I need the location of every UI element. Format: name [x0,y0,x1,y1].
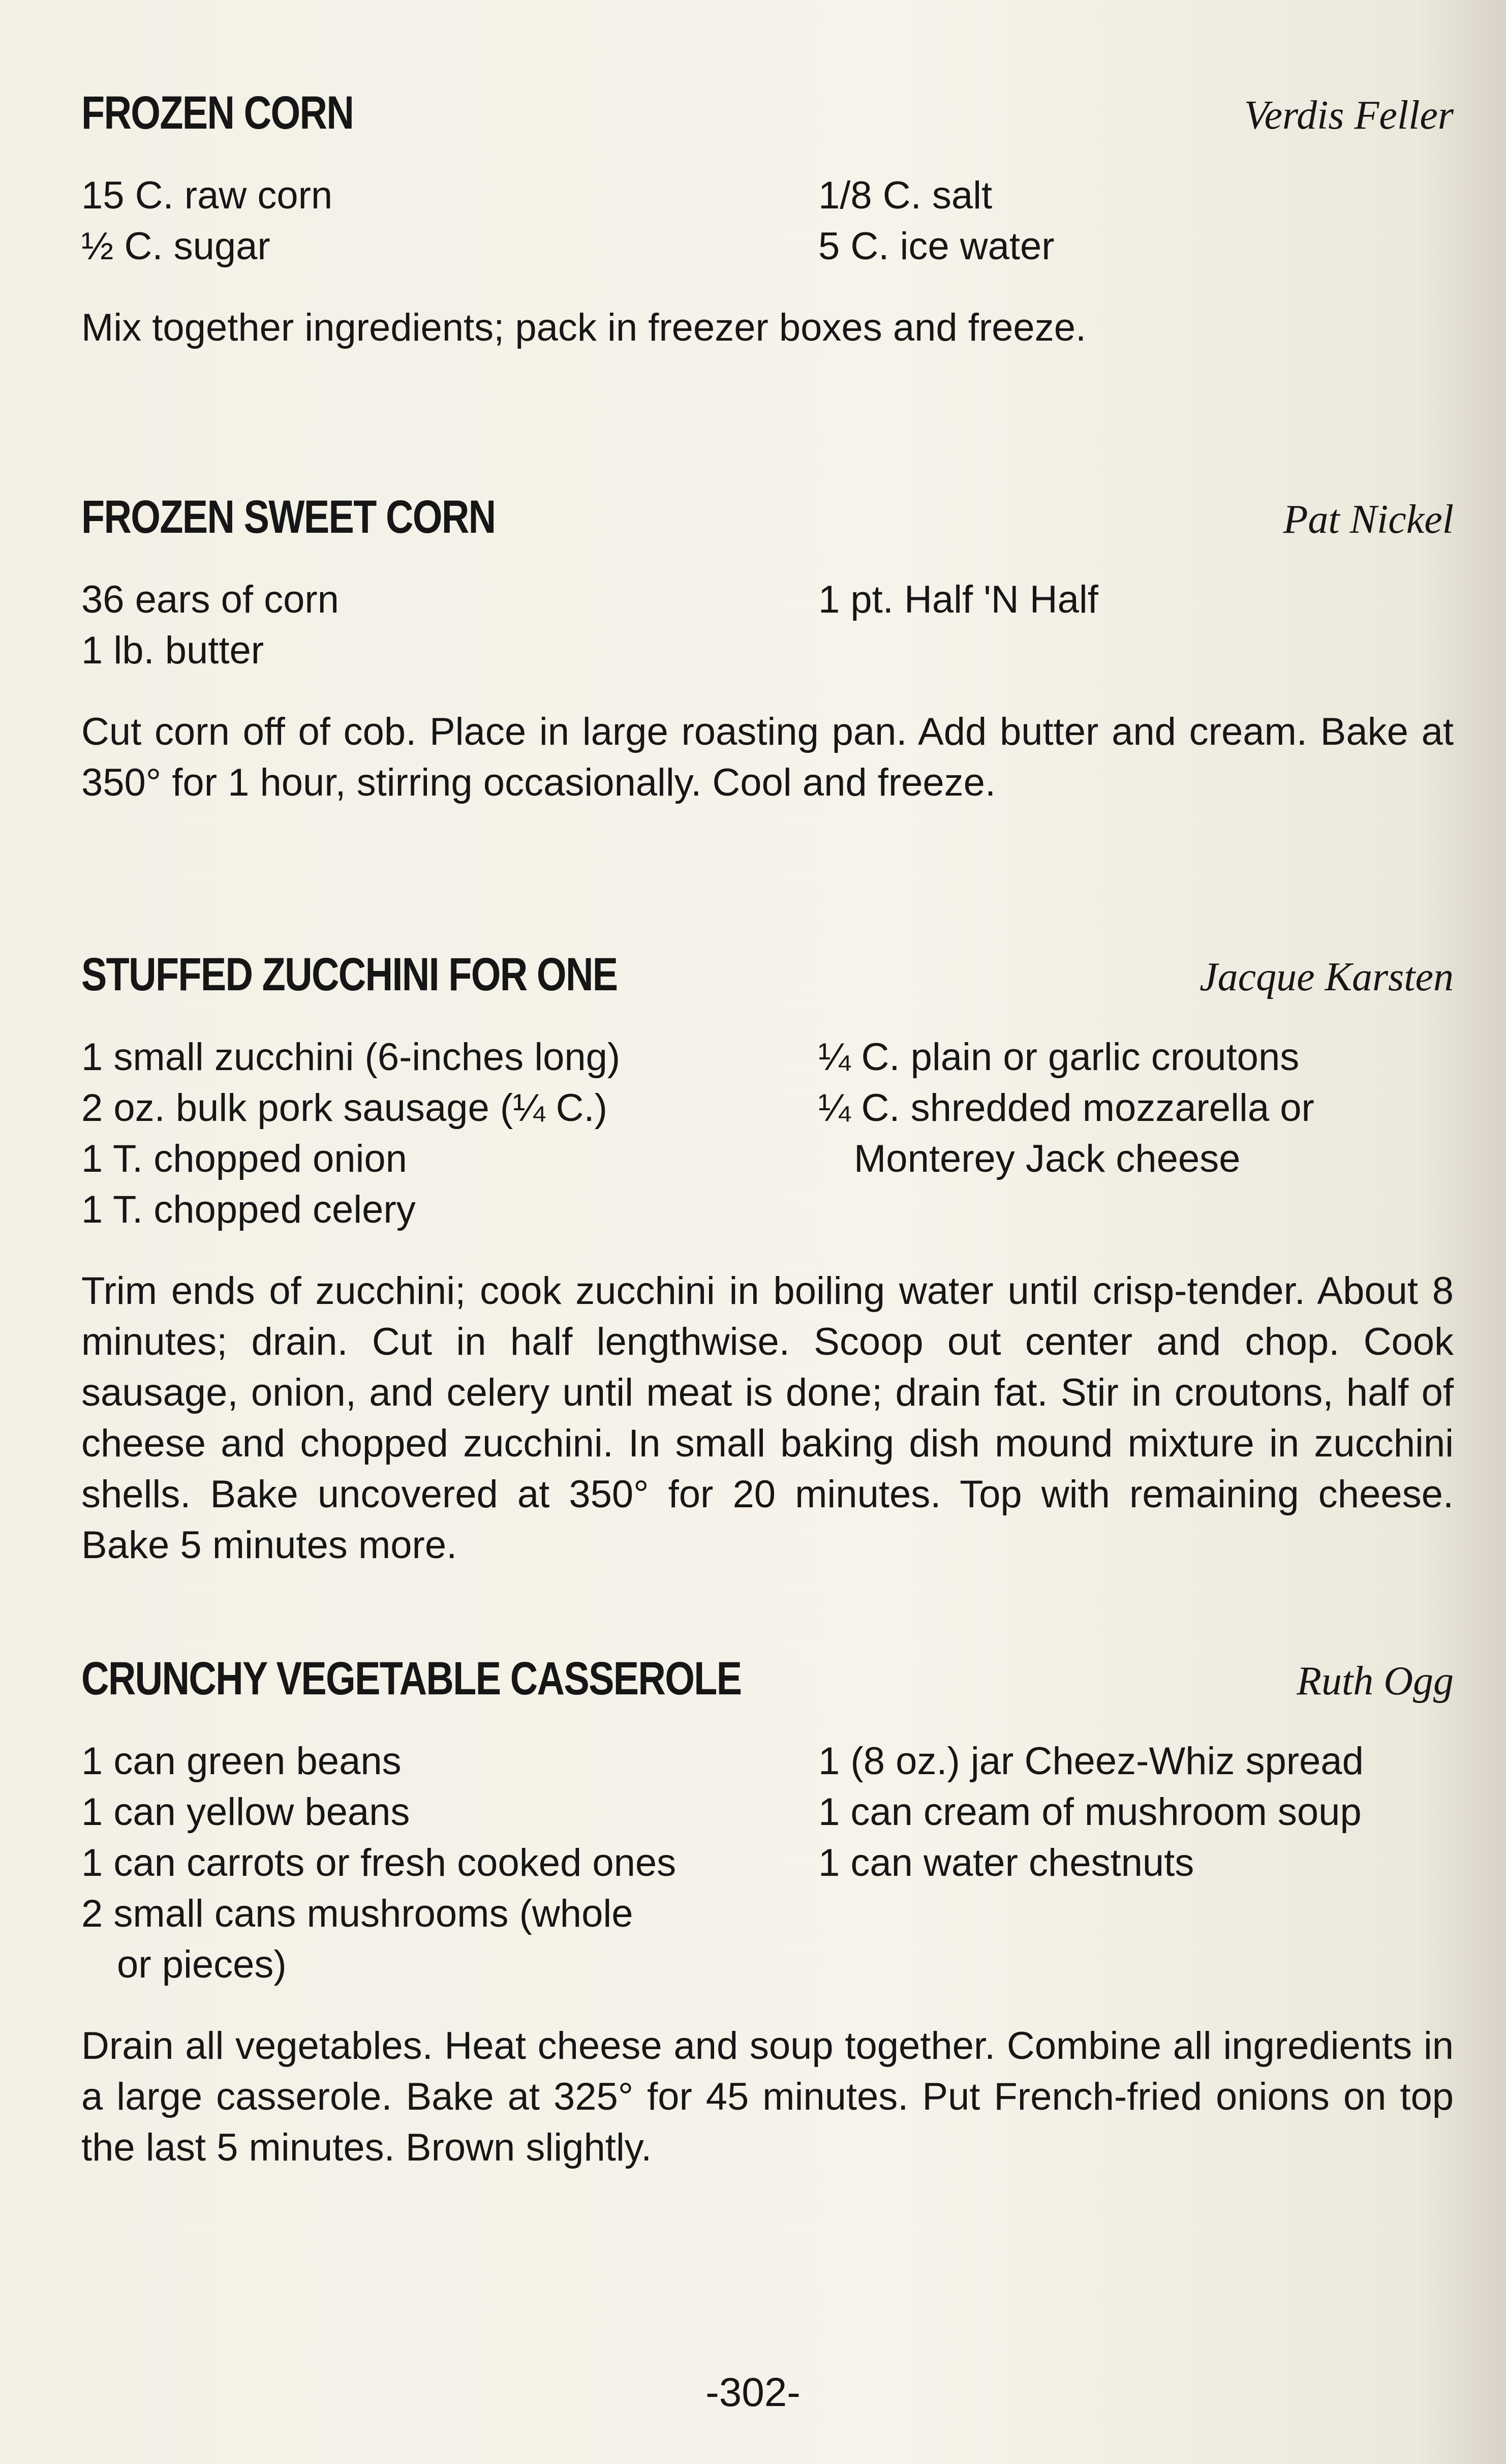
recipe-title: CRUNCHY VEGETABLE CASSEROLE [81,1653,742,1705]
recipe-author: Ruth Ogg [1297,1659,1454,1703]
recipe-title: FROZEN SWEET CORN [81,491,496,543]
ingredient: 5 C. ice water [818,225,1055,268]
ingredient: 1 (8 oz.) jar Cheez-Whiz spread [818,1740,1364,1783]
ingredient: 1 can water chestnuts [818,1841,1194,1884]
recipe-stuffed-zucchini [81,948,1454,1571]
recipe-directions: Trim ends of zucchini; cook zucchini in boiling water until crisp-tender. About 8 minutes; drain. Cut in half lengthwise. Scoop out center and chop. Cook sausage, onion, and celery until meat is done; drain fat. Stir in croutons, half of cheese and chopped zucchini. In small baking dish mound mixture in zucchini shells. Bake uncovered at 350° for 20 minutes. Top with remaining cheese. Bake 5 minutes more. [81,1269,1454,1567]
page-number: -302- [705,2369,801,2415]
ingredient-list [81,170,1454,272]
ingredient: 1/8 C. salt [818,174,993,217]
ingredient: 1 can green beans [81,1740,402,1783]
recipe-title: FROZEN CORN [81,87,354,139]
recipe-frozen-corn [81,86,1454,353]
ingredient: or pieces) [117,1943,287,1986]
ingredient: 1 small zucchini (6-inches long) [81,1036,621,1079]
recipe-title: STUFFED ZUCCHINI FOR ONE [81,949,618,1000]
ingredient: Monterey Jack cheese [854,1137,1241,1180]
recipe-author: Pat Nickel [1283,497,1454,542]
ingredient: 1 pt. Half 'N Half [818,578,1098,621]
ingredient-list [81,1032,1454,1235]
ingredient-list [81,1736,1454,1990]
ingredient: 1 lb. butter [81,629,264,672]
ingredient: 36 ears of corn [81,578,339,621]
recipe-author: Jacque Karsten [1200,955,1454,999]
ingredient: ¼ C. plain or garlic croutons [818,1036,1300,1079]
ingredient-list [81,574,1454,676]
recipe-directions: Mix together ingredients; pack in freezer boxes and freeze. [81,306,1087,349]
ingredient: 1 T. chopped onion [81,1137,407,1180]
ingredient: ¼ C. shredded mozzarella or [818,1086,1314,1130]
ingredient: 1 T. chopped celery [81,1188,416,1231]
ingredient: 1 can carrots or fresh cooked ones [81,1841,677,1884]
ingredient: 2 small cans mushrooms (whole [81,1892,633,1935]
recipe-author: Verdis Feller [1244,93,1454,138]
ingredient: ½ C. sugar [81,225,270,268]
recipe-directions: Drain all vegetables. Heat cheese and soup together. Combine all ingredients in a large casserole. Bake at 325° for 45 minutes. Put French-fried onions on top the last 5 minutes. Brown slightly. [81,2024,1454,2169]
ingredient: 15 C. raw corn [81,174,333,217]
recipe-crunchy-vegetable-casserole [81,1652,1454,2173]
ingredient: 1 can yellow beans [81,1790,410,1834]
recipe-directions: Cut corn off of cob. Place in large roasting pan. Add butter and cream. Bake at 350° for 1 hour, stirring occasionally. Cool and freeze. [81,710,1454,804]
recipe-frozen-sweet-corn [81,491,1454,808]
ingredient: 1 can cream of mushroom soup [818,1790,1362,1834]
ingredient: 2 oz. bulk pork sausage (¼ C.) [81,1086,607,1130]
